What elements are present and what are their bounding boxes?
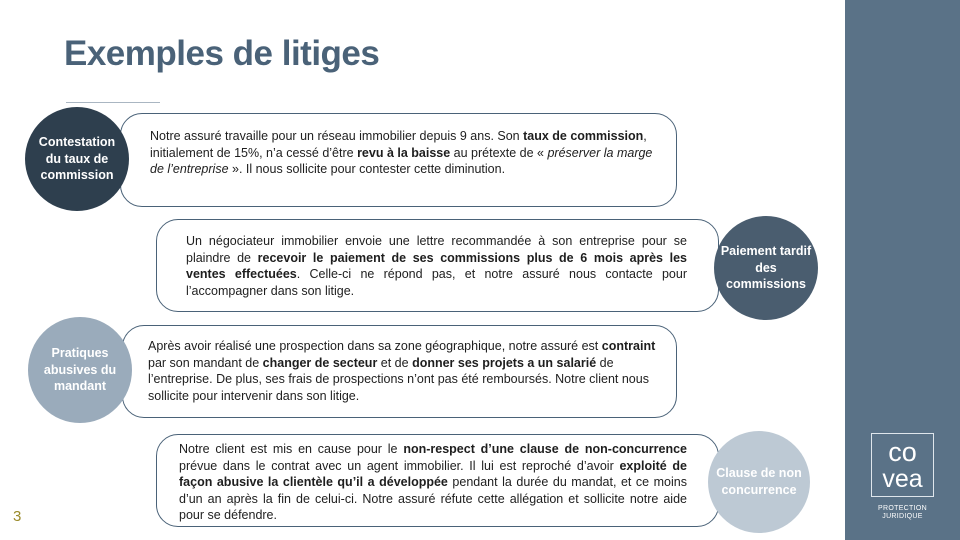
litige-text-box-2 [156, 219, 719, 312]
text-segment: recevoir le paiement de ses commissions plus de 6 mois après les ventes effectuées [186, 250, 688, 282]
text-segment: par son mandant de [148, 355, 263, 370]
covea-logo [871, 433, 934, 497]
text-segment: Un négociateur immobilier envoie une lettre recommandée à son entreprise pour se plaindre de [186, 234, 687, 265]
litige-description-1 [150, 128, 660, 178]
litige-text-box-1 [120, 113, 677, 207]
text-segment: changer de secteur [262, 355, 378, 370]
logo-subtitle-line-2: JURIDIQUE [882, 513, 923, 520]
logo-line-2: vea [882, 465, 923, 493]
text-segment: préserver la marge de l’entreprise [150, 145, 653, 177]
text-segment: contraint [601, 339, 656, 353]
text-segment: non-respect d’une clause de non-concurrence [403, 442, 688, 456]
text-segment: Notre client est mis en cause pour le [179, 442, 404, 456]
page-number: 3 [13, 508, 22, 525]
litige-label-circle-1: Contestation du taux de commission [25, 107, 129, 211]
litige-label-circle-2: Paiement tardif des commissions [714, 216, 818, 320]
logo-subtitle [845, 505, 960, 521]
text-segment: prévue dans le contrat avec un agent immobilier. Il lui est reproché d’avoir [179, 458, 620, 473]
logo-subtitle-line-1: PROTECTION [878, 505, 927, 512]
litige-text-box-3 [122, 325, 677, 418]
text-segment: taux de commission [523, 129, 644, 143]
text-segment: ». Il nous sollicite pour contester cette diminution. [228, 162, 506, 177]
page-title: Exemples de litiges [64, 34, 380, 73]
text-segment: pendant la durée du mandat, et ce moins d’un an après la fin de celui-ci. Notre assuré réfute cette allégation et sollicite notre aide pour se défendre. [179, 475, 687, 523]
title-underline [66, 102, 160, 103]
litige-text-box-4 [156, 434, 719, 527]
text-segment: et de [377, 355, 413, 370]
text-segment: donner ses projets a un salarié [412, 355, 597, 370]
text-segment: . Celle-ci ne répond pas, et notre assuré nous contacte pour l’accompagner dans son litige. [186, 267, 687, 298]
litige-description-2 [186, 233, 687, 299]
text-segment: Notre assuré travaille pour un réseau immobilier depuis 9 ans. Son [150, 129, 524, 143]
litige-label-circle-4: Clause de non concurrence [708, 431, 810, 533]
litige-label-circle-3: Pratiques abusives du mandant [28, 317, 132, 423]
text-segment: exploité de façon abusive la clientèle qu’il a développée [179, 458, 688, 490]
litige-description-4 [179, 441, 687, 524]
text-segment: de l’entreprise. De plus, ses frais de prospections n’ont pas été remboursés. Notre client nous sollicite pour intervenir dans son litige. [148, 355, 649, 403]
text-segment: , initialement de 15%, n’a cessé d’être [150, 129, 647, 160]
text-segment: revu à la baisse [357, 145, 451, 160]
text-segment: au prétexte de « [450, 145, 548, 160]
text-segment: Après avoir réalisé une prospection dans sa zone géographique, notre assuré est [148, 339, 602, 353]
litige-description-3 [148, 338, 660, 404]
logo-line-1: co [888, 437, 917, 467]
